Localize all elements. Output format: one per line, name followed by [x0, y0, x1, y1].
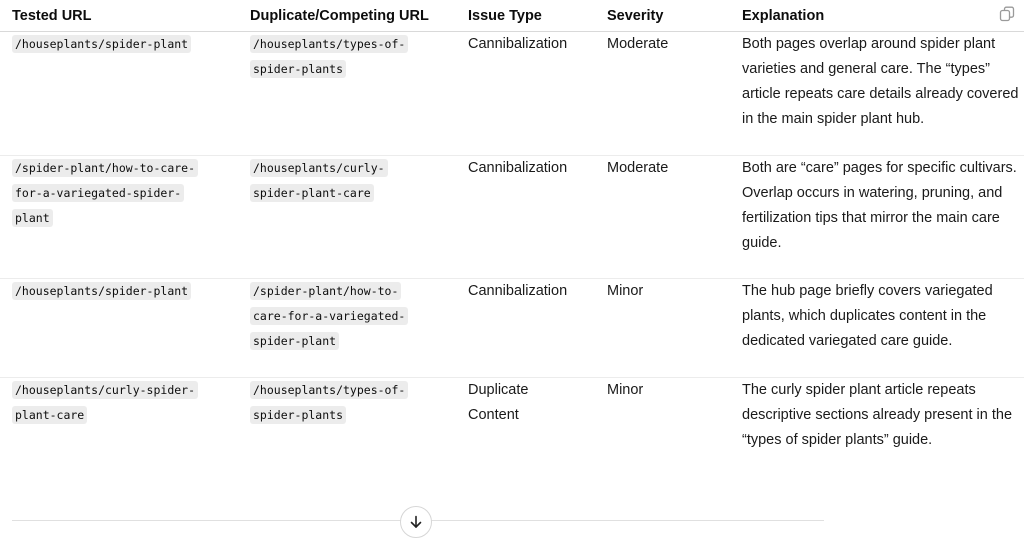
explanation-cell: The hub page briefly covers variegated plants, which duplicates content in the dedicated variegated care guide.	[742, 283, 993, 349]
header-issue-type: Issue Type	[468, 0, 607, 32]
issue-type-cell: Cannibalization	[468, 279, 607, 378]
table-row	[0, 279, 1024, 378]
scroll-to-bottom-button[interactable]	[400, 506, 432, 538]
table-row	[0, 32, 1024, 156]
severity-cell: Minor	[607, 279, 742, 378]
explanation-cell: Both pages overlap around spider plant varieties and general care. The “types” article repeats care details already covered in the main spider plant hub.	[742, 36, 1019, 127]
explanation-cell: Both are “care” pages for specific cultivars. Overlap occurs in watering, pruning, and fertilization tips that mirror the main care guide.	[742, 160, 1017, 251]
tested-url-code: /houseplants/curly-spider-plant-care	[12, 381, 198, 424]
tested-url-code: /houseplants/spider-plant	[12, 282, 191, 300]
issue-type-cell: Cannibalization	[468, 156, 607, 279]
competing-url-code: /houseplants/types-of-spider-plants	[250, 35, 408, 78]
tested-url-code: /houseplants/spider-plant	[12, 35, 191, 53]
table-header-row	[0, 0, 1024, 32]
competing-url-code: /houseplants/curly-spider-plant-care	[250, 159, 388, 202]
severity-cell: Minor	[607, 382, 644, 398]
issue-type-cell: Cannibalization	[468, 32, 607, 156]
header-severity: Severity	[607, 0, 742, 32]
table-row	[0, 156, 1024, 279]
header-competing-url: Duplicate/Competing URL	[250, 0, 468, 32]
table-row	[0, 378, 1024, 477]
competing-url-code: /spider-plant/how-to-care-for-a-variegated-spider-plant	[250, 282, 408, 350]
severity-cell: Moderate	[607, 32, 742, 156]
competing-url-code: /houseplants/types-of-spider-plants	[250, 381, 408, 424]
header-tested-url: Tested URL	[0, 0, 250, 32]
issue-type-cell: Duplicate Content	[468, 382, 529, 423]
arrow-down-icon	[408, 514, 424, 530]
severity-cell: Moderate	[607, 156, 742, 279]
header-explanation: Explanation	[742, 0, 1024, 32]
copy-icon[interactable]	[998, 5, 1016, 23]
explanation-cell: The curly spider plant article repeats descriptive sections already present in the “types of spider plants” guide.	[742, 382, 1013, 448]
tested-url-code: /spider-plant/how-to-care-for-a-variegated-spider-plant	[12, 159, 198, 227]
